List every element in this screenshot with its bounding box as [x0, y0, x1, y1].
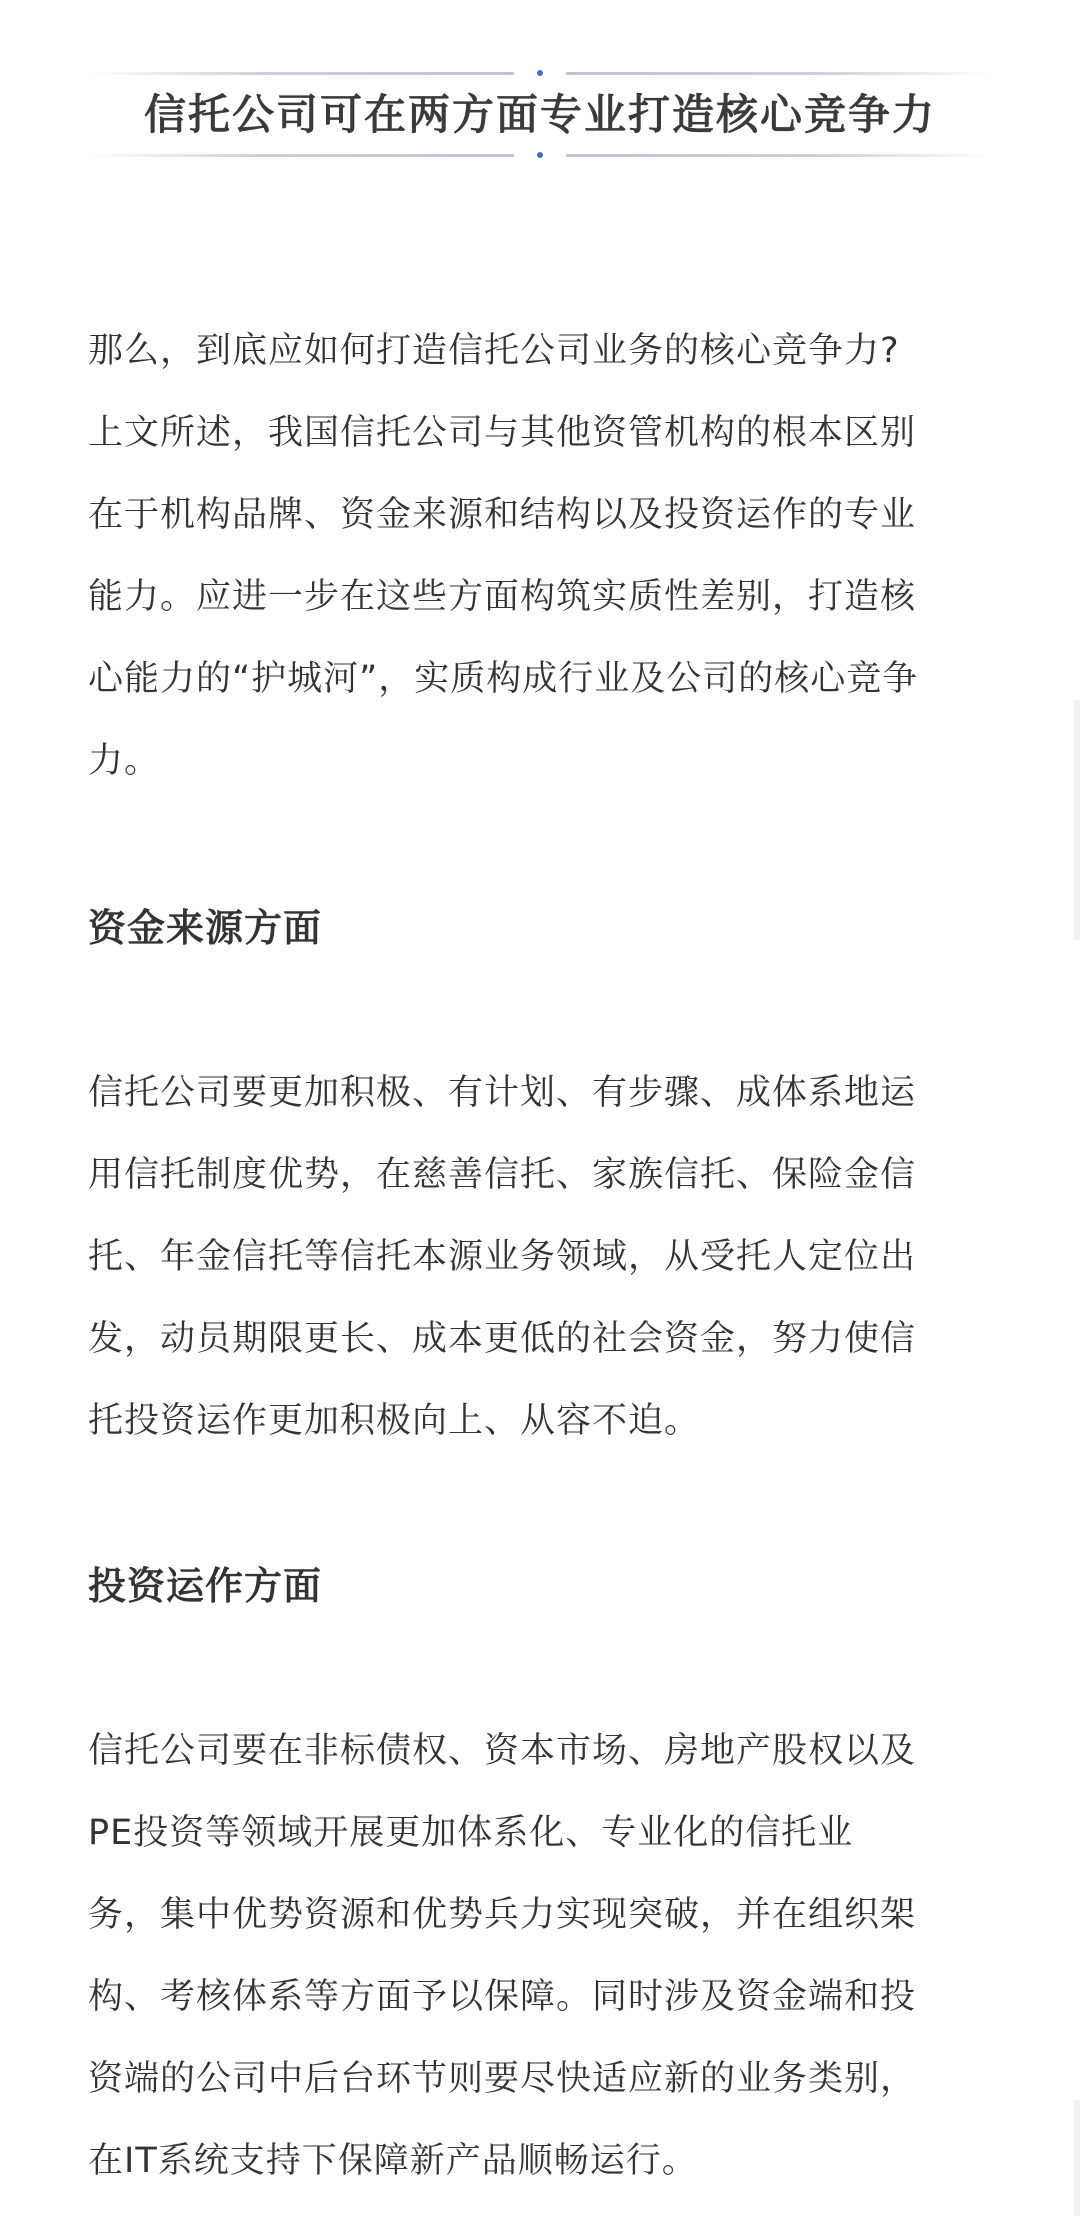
- paragraph-line: 资端的公司中后台环节则要尽快适应新的业务类别，: [88, 2059, 917, 2099]
- paragraph-line: 信托公司要更加积极、有计划、有步骤、成体系地运: [88, 1073, 917, 1113]
- paragraph-line: 用信托制度优势，在慈善信托、家族信托、保险金信: [88, 1155, 917, 1195]
- title-divider-bottom-right: [566, 154, 992, 157]
- paragraph-line: 上文所述，我国信托公司与其他资管机构的根本区别: [88, 413, 917, 453]
- scroll-edge-shadow: [1074, 700, 1080, 940]
- paragraph-line: 信托公司要在非标债权、资本市场、房地产股权以及: [88, 1731, 917, 1771]
- title-divider-bottom-left: [88, 154, 514, 157]
- paragraph-line: 能力。应进一步在这些方面构筑实质性差别，打造核: [88, 577, 917, 617]
- paragraph-line: 托、年金信托等信托本源业务领域，从受托人定位出: [88, 1237, 917, 1277]
- paragraph-line: 务，集中优势资源和优势兵力实现突破，并在组织架: [88, 1895, 917, 1935]
- funding-heading: 资金来源方面: [88, 906, 323, 950]
- title-accent-dot-top: [537, 70, 543, 76]
- investment-heading: 投资运作方面: [88, 1564, 323, 1608]
- paragraph-line: PE投资等领域开展更加体系化、专业化的信托业: [88, 1813, 854, 1853]
- paragraph-line: 心能力的“护城河”，实质构成行业及公司的核心竞争: [88, 659, 919, 699]
- title-divider-top-right: [566, 72, 992, 75]
- paragraph-line: 构、考核体系等方面予以保障。同时涉及资金端和投: [88, 1977, 917, 2017]
- paragraph-line: 那么，到底应如何打造信托公司业务的核心竞争力?: [88, 331, 900, 371]
- paragraph-line: 发，动员期限更长、成本更低的社会资金，努力使信: [88, 1319, 917, 1359]
- paragraph-line: 托投资运作更加积极向上、从容不迫。: [88, 1401, 701, 1441]
- title-divider-top-left: [88, 72, 514, 75]
- section-title-banner: [88, 66, 992, 166]
- section-title: 信托公司可在两方面专业打造核心竞争力: [143, 90, 936, 139]
- funding-paragraph: [88, 1052, 992, 1462]
- intro-paragraph: [88, 310, 992, 802]
- paragraph-line: 力。: [88, 741, 161, 781]
- paragraph-line: 在于机构品牌、资金来源和结构以及投资运作的专业: [88, 495, 917, 535]
- paragraph-line: 在IT系统支持下保障新产品顺畅运行。: [88, 2141, 698, 2181]
- investment-paragraph: [88, 1710, 992, 2202]
- title-accent-dot-bottom: [537, 152, 543, 158]
- scroll-edge-shadow: [1074, 2100, 1080, 2216]
